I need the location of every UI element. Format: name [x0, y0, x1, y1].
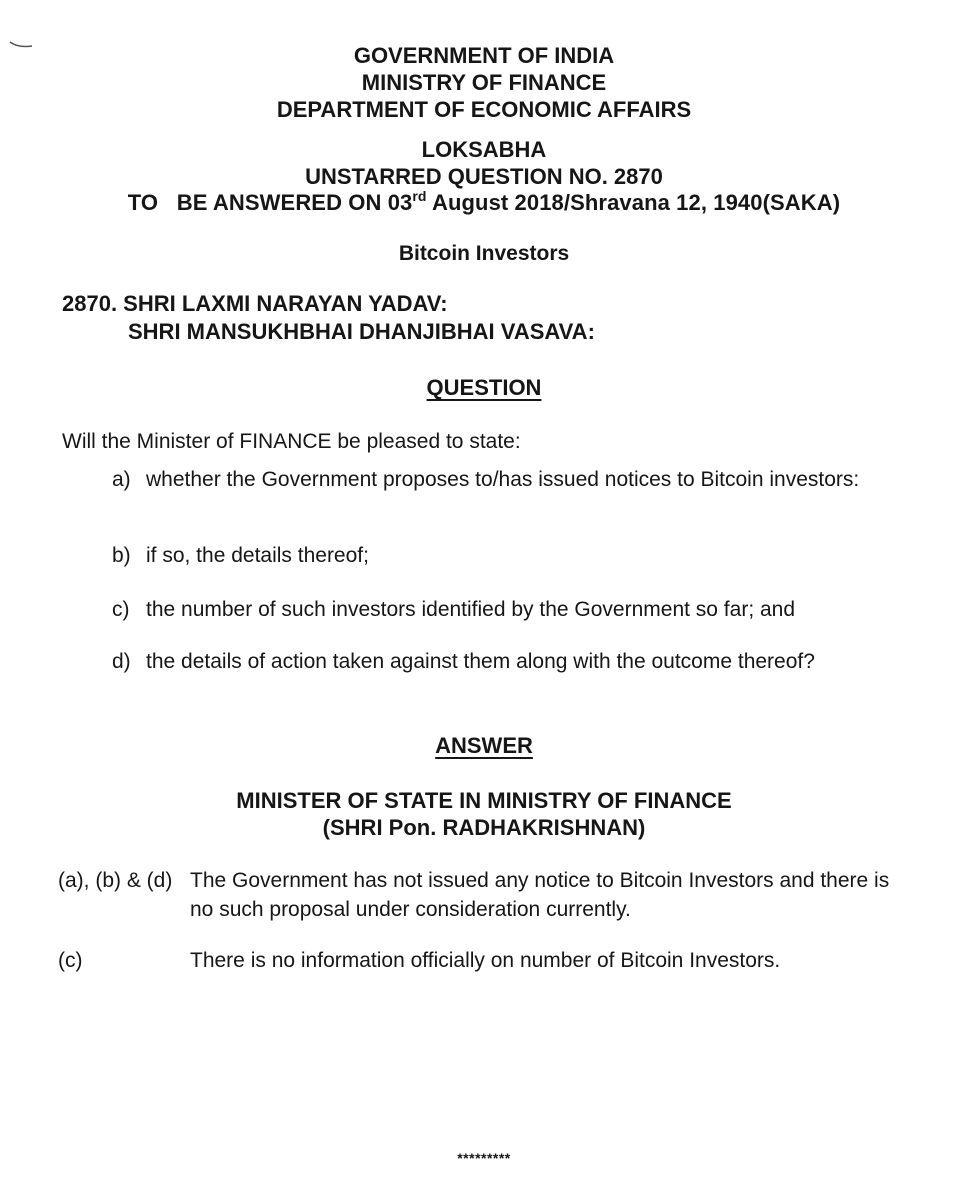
answer-date-prefix: TO BE ANSWERED ON 03 [127, 190, 413, 215]
answer-item [58, 946, 898, 975]
question-item-text: whether the Government proposes to/has issued notices to Bitcoin investors: [146, 468, 860, 491]
question-item [112, 543, 902, 569]
question-intro: Will the Minister of FINANCE be pleased to state: [62, 430, 521, 453]
question-number: UNSTARRED QUESTION NO. 2870 [305, 164, 663, 189]
question-heading [0, 374, 968, 401]
question-item [112, 467, 902, 493]
question-heading-text: QUESTION [426, 375, 542, 400]
header-government: GOVERNMENT OF INDIA [353, 43, 615, 68]
asker-second: SHRI MANSUKHBHAI DHANJIBHAI VASAVA: [128, 319, 595, 344]
question-item [112, 597, 902, 623]
minister-name: (SHRI Pon. RADHAKRISHNAN) [322, 815, 646, 840]
question-item-text: the details of action taken against them along with the outcome thereof? [146, 650, 815, 673]
subject-title: Bitcoin Investors [398, 242, 570, 265]
answer-date-suffix: August 2018/Shravana 12, 1940(SAKA) [426, 190, 841, 215]
question-item-label: a) [112, 468, 131, 491]
answer-item [58, 866, 898, 924]
answer-date [0, 189, 968, 216]
answer-date-ordinal: rd [412, 188, 427, 204]
question-item-label: d) [112, 650, 131, 673]
askers-block [62, 290, 595, 346]
question-item-text: the number of such investors identified by the Government so far; and [146, 598, 796, 621]
answer-heading [0, 732, 968, 759]
answer-heading-text: ANSWER [435, 733, 533, 758]
end-of-document-stars: ********* [457, 1150, 511, 1166]
header-ministry: MINISTRY OF FINANCE [361, 70, 607, 95]
header-department: DEPARTMENT OF ECONOMIC AFFAIRS [276, 97, 692, 122]
minister-title: MINISTER OF STATE IN MINISTRY OF FINANCE [236, 788, 732, 813]
answer-item-label: (c) [58, 949, 83, 972]
question-item-label: c) [112, 598, 130, 621]
house-name: LOKSABHA [421, 137, 547, 162]
asker-first: 2870. SHRI LAXMI NARAYAN YADAV: [62, 291, 448, 316]
answer-item-text: There is no information officially on number of Bitcoin Investors. [190, 949, 781, 972]
question-item [112, 649, 902, 675]
answer-item-text: The Government has not issued any notice to Bitcoin Investors and there is no such proposal under consideration currently. [190, 869, 890, 921]
question-item-text: if so, the details thereof; [146, 544, 369, 567]
question-item-label: b) [112, 544, 131, 567]
answer-item-label: (a), (b) & (d) [58, 869, 173, 892]
